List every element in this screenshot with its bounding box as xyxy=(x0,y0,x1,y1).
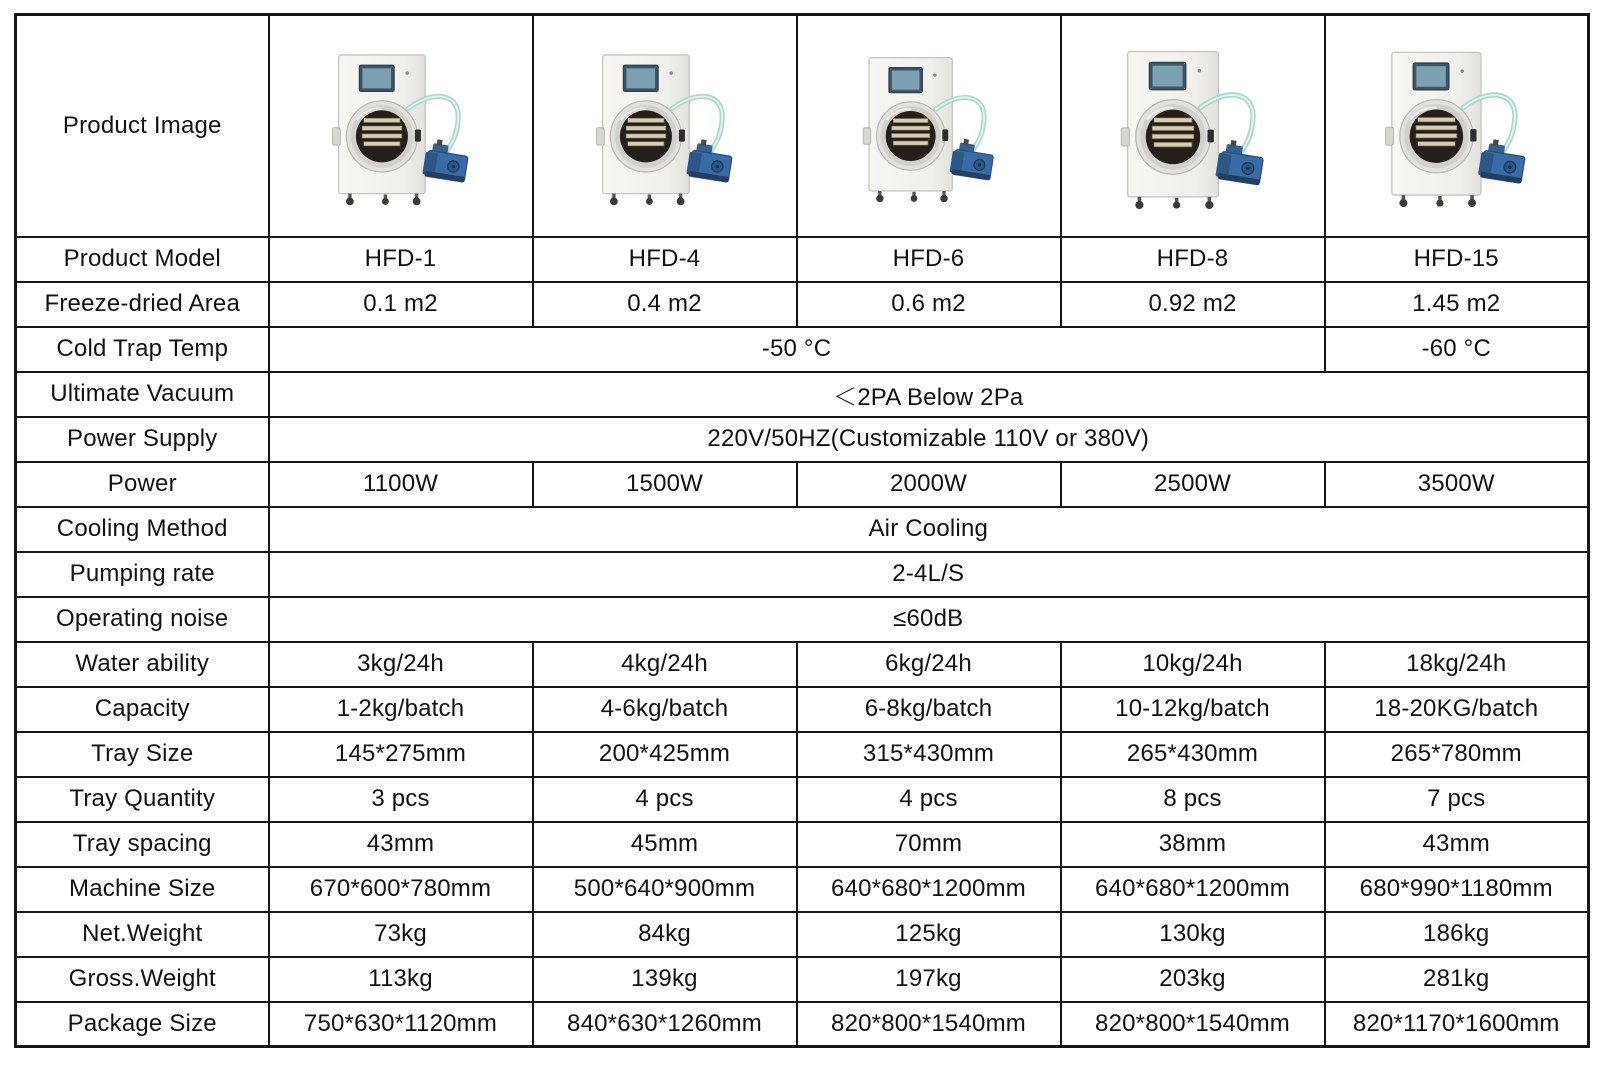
row-label-power-supply: Power Supply xyxy=(16,417,269,462)
spec-cell: 3kg/24h xyxy=(269,642,533,687)
spec-cell: 6-8kg/batch xyxy=(797,687,1061,732)
spec-cell: 0.6 m2 xyxy=(797,282,1061,327)
spec-cell: 197kg xyxy=(797,957,1061,1002)
row-tray-quantity xyxy=(16,777,1589,822)
row-label-tray-quantity: Tray Quantity xyxy=(16,777,269,822)
row-tray-spacing xyxy=(16,822,1589,867)
row-product-model xyxy=(16,237,1589,282)
spec-cell: 200*425mm xyxy=(533,732,797,777)
row-pumping-rate xyxy=(16,552,1589,597)
row-water-ability xyxy=(16,642,1589,687)
spec-cell: HFD-6 xyxy=(797,237,1061,282)
spec-cell: 73kg xyxy=(269,912,533,957)
row-operating-noise xyxy=(16,597,1589,642)
spec-cell-merged: ≤60dB xyxy=(269,597,1589,642)
spec-cell: 265*430mm xyxy=(1061,732,1325,777)
product-spec-table xyxy=(14,13,1590,1048)
row-product-image xyxy=(16,15,1589,237)
spec-cell: 820*1170*1600mm xyxy=(1325,1002,1589,1047)
spec-cell: 1-2kg/batch xyxy=(269,687,533,732)
spec-cell: 670*600*780mm xyxy=(269,867,533,912)
spec-cell: 640*680*1200mm xyxy=(1061,867,1325,912)
spec-cell: HFD-1 xyxy=(269,237,533,282)
row-label-power: Power xyxy=(16,462,269,507)
spec-cell: 0.92 m2 xyxy=(1061,282,1325,327)
row-package-size xyxy=(16,1002,1589,1047)
spec-cell: 265*780mm xyxy=(1325,732,1589,777)
freeze-dryer-image xyxy=(1349,23,1563,228)
row-net-weight xyxy=(16,912,1589,957)
product-image-cell-hfd-4 xyxy=(533,15,797,237)
row-ultimate-vacuum xyxy=(16,372,1589,417)
spec-cell: 840*630*1260mm xyxy=(533,1002,797,1047)
row-label-tray-spacing: Tray spacing xyxy=(16,822,269,867)
spec-cell: 43mm xyxy=(1325,822,1589,867)
spec-cell: 640*680*1200mm xyxy=(797,867,1061,912)
product-image-cell-hfd-8 xyxy=(1061,15,1325,237)
spec-cell: 500*640*900mm xyxy=(533,867,797,912)
freeze-dryer-image xyxy=(829,30,1029,222)
freeze-dryer-image xyxy=(561,26,769,226)
freeze-dryer-image xyxy=(297,26,505,226)
spec-cell: 38mm xyxy=(1061,822,1325,867)
row-label-capacity: Capacity xyxy=(16,687,269,732)
spec-cell: 6kg/24h xyxy=(797,642,1061,687)
row-label-net-weight: Net.Weight xyxy=(16,912,269,957)
spec-cell: 45mm xyxy=(533,822,797,867)
row-power-supply xyxy=(16,417,1589,462)
row-gross-weight xyxy=(16,957,1589,1002)
spec-cell: 4 pcs xyxy=(533,777,797,822)
spec-cell: 203kg xyxy=(1061,957,1325,1002)
spec-cell: 10kg/24h xyxy=(1061,642,1325,687)
spec-cell: 0.1 m2 xyxy=(269,282,533,327)
spec-cell: 281kg xyxy=(1325,957,1589,1002)
spec-cell: 43mm xyxy=(269,822,533,867)
spec-cell: 750*630*1120mm xyxy=(269,1002,533,1047)
product-image-cell-hfd-1 xyxy=(269,15,533,237)
spec-cell: 315*430mm xyxy=(797,732,1061,777)
row-cooling-method xyxy=(16,507,1589,552)
row-label-gross-weight: Gross.Weight xyxy=(16,957,269,1002)
row-label-pumping-rate: Pumping rate xyxy=(16,552,269,597)
spec-cell-merged: 220V/50HZ(Customizable 110V or 380V) xyxy=(269,417,1589,462)
spec-cell: 1500W xyxy=(533,462,797,507)
row-machine-size xyxy=(16,867,1589,912)
row-label-product-image: Product Image xyxy=(16,15,269,237)
spec-cell: 820*800*1540mm xyxy=(1061,1002,1325,1047)
spec-cell: 130kg xyxy=(1061,912,1325,957)
product-image-cell-hfd-15 xyxy=(1325,15,1589,237)
spec-cell: 4kg/24h xyxy=(533,642,797,687)
spec-cell: 2500W xyxy=(1061,462,1325,507)
spec-cell: 18-20KG/batch xyxy=(1325,687,1589,732)
spec-cell-merged: 2-4L/S xyxy=(269,552,1589,597)
spec-cell: 3 pcs xyxy=(269,777,533,822)
spec-sheet xyxy=(14,13,1590,1048)
spec-cell: 186kg xyxy=(1325,912,1589,957)
spec-cell: 125kg xyxy=(797,912,1061,957)
spec-cell: 139kg xyxy=(533,957,797,1002)
row-label-water-ability: Water ability xyxy=(16,642,269,687)
spec-cell: 820*800*1540mm xyxy=(797,1002,1061,1047)
product-image-cell-hfd-6 xyxy=(797,15,1061,237)
row-power xyxy=(16,462,1589,507)
row-label-ultimate-vacuum: Ultimate Vacuum xyxy=(16,372,269,417)
row-label-machine-size: Machine Size xyxy=(16,867,269,912)
row-label-freeze-dried-area: Freeze-dried Area xyxy=(16,282,269,327)
row-label-product-model: Product Model xyxy=(16,237,269,282)
spec-cell-merged: -50 °C xyxy=(269,327,1325,372)
freeze-dryer-image xyxy=(1084,22,1302,230)
spec-cell: 680*990*1180mm xyxy=(1325,867,1589,912)
row-label-operating-noise: Operating noise xyxy=(16,597,269,642)
spec-cell: 1100W xyxy=(269,462,533,507)
spec-cell: 113kg xyxy=(269,957,533,1002)
spec-cell: HFD-8 xyxy=(1061,237,1325,282)
row-label-cooling-method: Cooling Method xyxy=(16,507,269,552)
spec-cell: 10-12kg/batch xyxy=(1061,687,1325,732)
row-capacity xyxy=(16,687,1589,732)
spec-cell: 1.45 m2 xyxy=(1325,282,1589,327)
spec-cell: 8 pcs xyxy=(1061,777,1325,822)
row-label-tray-size: Tray Size xyxy=(16,732,269,777)
spec-cell: 145*275mm xyxy=(269,732,533,777)
spec-cell-merged: ＜2PA Below 2Pa xyxy=(269,372,1589,417)
spec-cell: HFD-15 xyxy=(1325,237,1589,282)
spec-cell: 18kg/24h xyxy=(1325,642,1589,687)
row-label-package-size: Package Size xyxy=(16,1002,269,1047)
spec-cell: HFD-4 xyxy=(533,237,797,282)
spec-cell: 70mm xyxy=(797,822,1061,867)
row-freeze-dried-area xyxy=(16,282,1589,327)
row-cold-trap-temp xyxy=(16,327,1589,372)
spec-cell: -60 °C xyxy=(1325,327,1589,372)
row-label-cold-trap-temp: Cold Trap Temp xyxy=(16,327,269,372)
row-tray-size xyxy=(16,732,1589,777)
spec-cell: 3500W xyxy=(1325,462,1589,507)
spec-cell: 4 pcs xyxy=(797,777,1061,822)
spec-cell: 0.4 m2 xyxy=(533,282,797,327)
spec-cell-merged: Air Cooling xyxy=(269,507,1589,552)
spec-cell: 4-6kg/batch xyxy=(533,687,797,732)
spec-cell: 7 pcs xyxy=(1325,777,1589,822)
spec-cell: 2000W xyxy=(797,462,1061,507)
spec-cell: 84kg xyxy=(533,912,797,957)
